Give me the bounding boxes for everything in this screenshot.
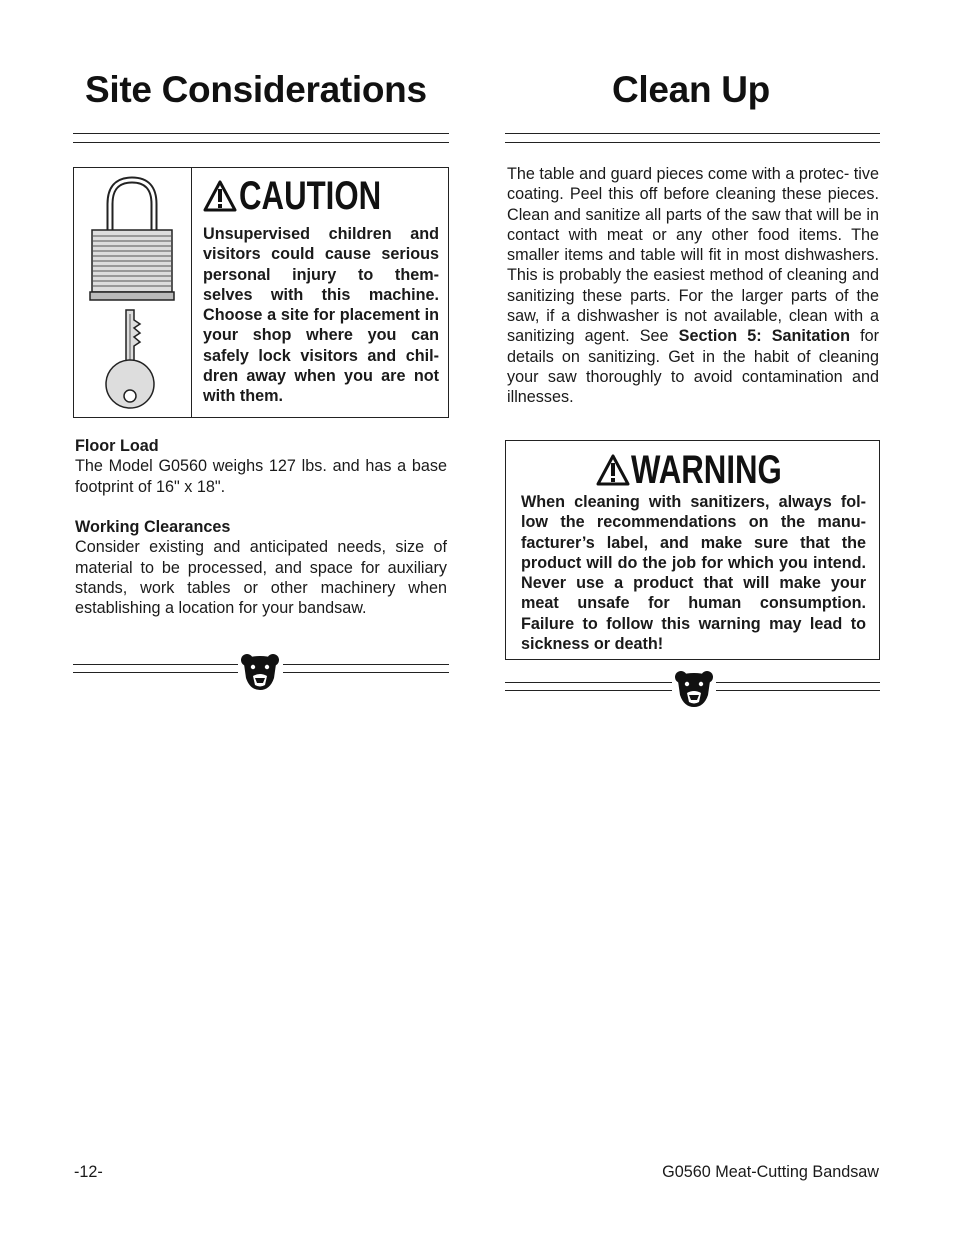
clean-up-paragraph [507, 164, 879, 408]
clean-up-text-before: The table and guard pieces come with a protec- tive coating. Peel this off before cleaning these pieces. Clean and sanitize all parts of the saw that will be in contact with meat or any other food items. The smaller items and table will fit in most dishwashers. This is probably the easiest method of cleaning and sanitizing these parts. For the larger parts of the saw, if a dishwasher is not available, clean with a sanitizing agent. See [507, 165, 879, 346]
page-title-site-considerations: Site Considerations [85, 69, 427, 110]
section-divider-right-a [505, 682, 672, 691]
caution-icon-panel [74, 168, 192, 417]
caution-text: Unsupervised children and visitors could cause serious personal injury to them- selves with this machine. Choose a site for placement in your shop where you can safely lock visitors and chil- dren away when you are not with them. [203, 225, 439, 406]
working-clearances-text: Consider existing and anticipated needs, size of material to be processed, and space for auxiliary stands, work tables or other machinery when establishing a location for your bandsaw. [75, 538, 447, 618]
page-number: -12- [74, 1163, 103, 1181]
working-clearances-heading: Working Clearances [75, 518, 231, 536]
warning-header [596, 447, 824, 492]
clean-up-text-after: for details on sanitizing. Get in the habit of cleaning your saw thoroughly to avoid contamination and illnesses. [507, 327, 880, 407]
manual-title: G0560 Meat-Cutting Bandsaw [662, 1163, 879, 1181]
caution-box [73, 167, 449, 418]
working-clearances-section [75, 517, 447, 618]
title-rule-left [73, 133, 449, 143]
warning-box [505, 440, 880, 660]
bear-logo-icon [674, 669, 714, 709]
warning-signal-word: WARNING [631, 447, 782, 492]
title-rule-right [505, 133, 880, 143]
warning-text: When cleaning with sanitizers, always fol- low the recommendations on the manu- facturer’s label, and make sure that the product will do the job for which you intend. Never use a product that will make your meat unsafe for human consumption. Failure to follow this warning may lead to sickness or death! [521, 493, 866, 654]
section-divider-left-b [283, 664, 449, 673]
caution-header [203, 173, 441, 218]
bear-logo-icon [240, 652, 280, 692]
padlock-icon [86, 174, 178, 304]
floor-load-heading: Floor Load [75, 437, 159, 455]
alert-triangle-icon [203, 180, 237, 212]
alert-triangle-icon [596, 454, 630, 486]
sanitation-section-reference: Section 5: Sanitation [678, 327, 850, 346]
caution-signal-word: CAUTION [239, 173, 382, 218]
section-divider-right-b [716, 682, 880, 691]
floor-load-text: The Model G0560 weighs 127 lbs. and has a base footprint of 16" x 18". [75, 457, 447, 496]
section-divider-left-a [73, 664, 238, 673]
page-title-clean-up: Clean Up [612, 69, 770, 110]
key-icon [104, 306, 164, 412]
floor-load-section [75, 436, 447, 497]
caution-content [203, 173, 441, 407]
